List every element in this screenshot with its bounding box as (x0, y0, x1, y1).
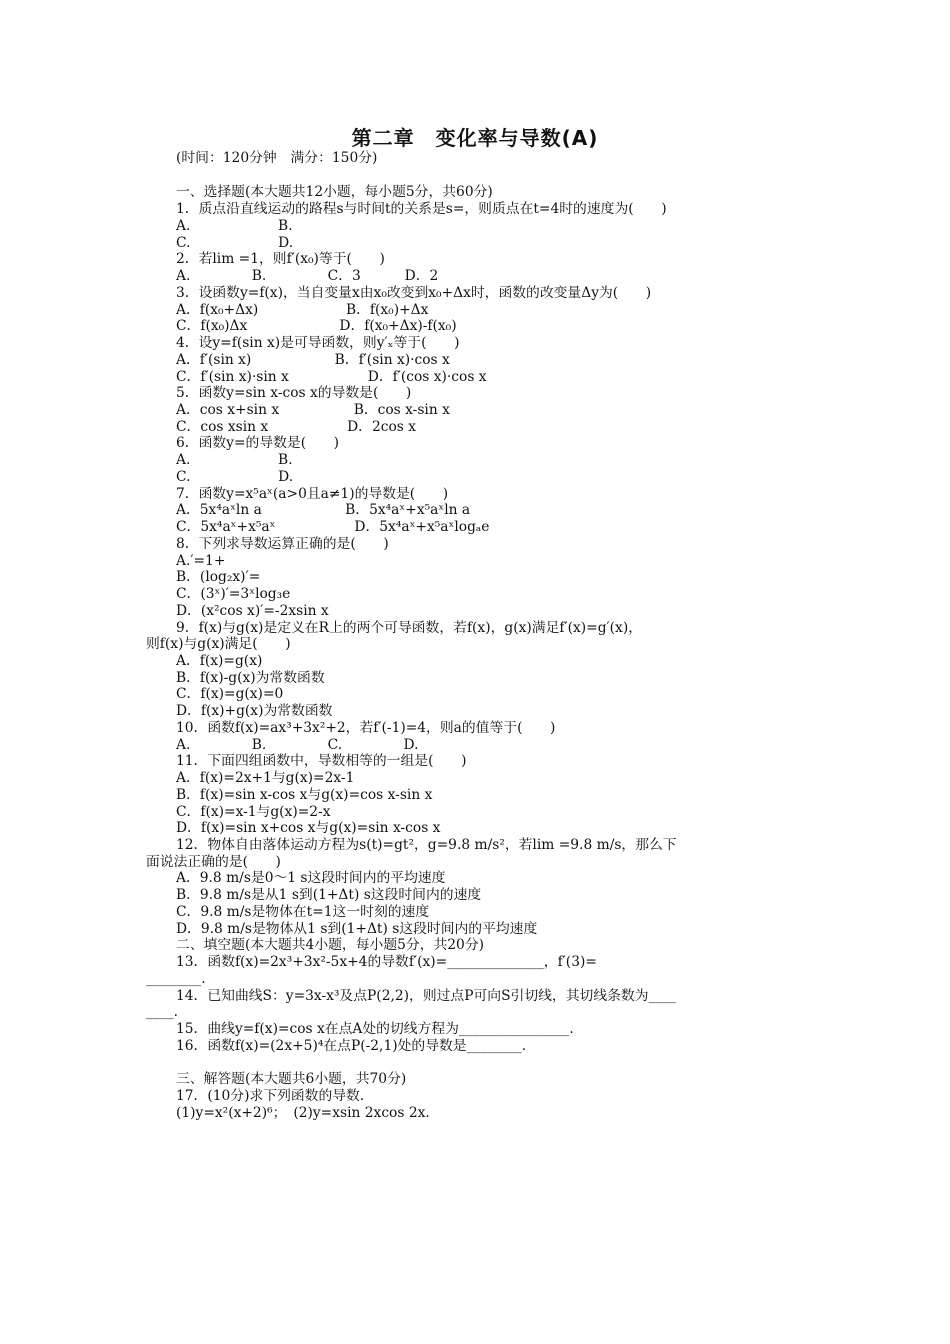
section-heading-choice: 一、选择题(本大题共12小题，每小题5分，共60分) (176, 184, 493, 200)
question-12: 12．物体自由落体运动方程为s(t)=gt²，g=9.8 m/s²，若lim =9.8 m/s，那么下 (176, 837, 677, 853)
question-4-options-ab: A．f′(sin x) B．f′(sin x)·cos x (176, 352, 450, 368)
question-6-options-ab: A. B. (176, 452, 293, 468)
question-6-options-cd: C. D. (176, 469, 294, 485)
question-9-option-a: A．f(x)=g(x) (176, 653, 263, 669)
question-8-option-d: D．(x²cos x)′=-2xsin x (176, 603, 329, 619)
question-11-option-a: A．f(x)=2x+1与g(x)=2x-1 (176, 770, 355, 786)
question-13: 13．函数f(x)=2x³+3x²-5x+4的导数f′(x)=______________，f′(3)= (176, 954, 597, 970)
question-13-continued: ________. (146, 971, 206, 987)
question-11-option-d: D．f(x)=sin x+cos x与g(x)=sin x-cos x (176, 820, 441, 836)
question-17-parts: (1)y=x²(x+2)⁶； (2)y=xsin 2xcos 2x. (176, 1105, 430, 1121)
question-5-options-cd: C．cos xsin x D．2cos x (176, 419, 417, 435)
question-2: 2．若lim =1，则f′(x₀)等于( ) (176, 251, 385, 267)
question-14-continued: ____. (146, 1004, 178, 1020)
question-3-options-ab: A．f(x₀+Δx) B．f(x₀)+Δx (176, 302, 429, 318)
question-7: 7．函数y=x⁵aˣ(a>0且a≠1)的导数是( ) (176, 486, 449, 502)
question-4-options-cd: C．f′(sin x)·sin x D．f′(cos x)·cos x (176, 369, 487, 385)
question-16: 16．函数f(x)=(2x+5)⁴在点P(-2,1)处的导数是________. (176, 1038, 527, 1054)
question-1-options-ab: A. B. (176, 218, 293, 234)
question-2-options: A. B. C．3 D．2 (176, 268, 439, 284)
question-9-option-c: C．f(x)=g(x)=0 (176, 686, 284, 702)
question-9-option-b: B．f(x)-g(x)为常数函数 (176, 670, 325, 686)
question-12-option-d: D．9.8 m/s是物体从1 s到(1+Δt) s这段时间内的平均速度 (176, 921, 538, 937)
question-14: 14．已知曲线S：y=3x-x³及点P(2,2)，则过点P可向S引切线，其切线条数为____ (176, 988, 677, 1004)
question-10: 10．函数f(x)=ax³+3x²+2，若f′(-1)=4，则a的值等于( ) (176, 720, 556, 736)
question-8: 8．下列求导数运算正确的是( ) (176, 536, 389, 552)
question-3-options-cd: C．f(x₀)Δx D．f(x₀+Δx)-f(x₀) (176, 318, 457, 334)
question-3: 3．设函数y=f(x)，当自变量x由x₀改变到x₀+Δx时，函数的改变量Δy为( ) (176, 285, 652, 301)
question-15: 15．曲线y=f(x)=cos x在点A处的切线方程为________________. (176, 1021, 574, 1037)
question-12-option-a: A．9.8 m/s是0～1 s这段时间内的平均速度 (176, 870, 446, 886)
question-12-option-b: B．9.8 m/s是从1 s到(1+Δt) s这段时间内的速度 (176, 887, 482, 903)
exam-info: (时间：120分钟 满分：150分) (176, 150, 378, 166)
question-6: 6．函数y=的导数是( ) (176, 435, 340, 451)
question-11-option-b: B．f(x)=sin x-cos x与g(x)=cos x-sin x (176, 787, 433, 803)
question-1-options-cd: C. D. (176, 235, 294, 251)
question-12-continued: 面说法正确的是( ) (146, 854, 281, 870)
question-7-options-ab: A．5x⁴aˣln a B．5x⁴aˣ+x⁵aˣln a (176, 502, 471, 518)
page-title: 第二章 变化率与导数(A) (351, 126, 599, 150)
section-heading-answer: 三、解答题(本大题共6小题，共70分) (176, 1071, 407, 1087)
question-11-option-c: C．f(x)=x-1与g(x)=2-x (176, 804, 331, 820)
question-9-continued: 则f(x)与g(x)满足( ) (146, 636, 291, 652)
question-9-option-d: D．f(x)+g(x)为常数函数 (176, 703, 333, 719)
question-1: 1．质点沿直线运动的路程s与时间t的关系是s=，则质点在t=4时的速度为( ) (176, 201, 667, 217)
question-8-option-c: C．(3ˣ)′=3ˣlog₃e (176, 586, 291, 602)
question-5-options-ab: A．cos x+sin x B．cos x-sin x (176, 402, 450, 418)
question-8-option-a: A.′=1+ (176, 553, 226, 569)
section-heading-fill: 二、填空题(本大题共4小题，每小题5分，共20分) (176, 937, 485, 953)
question-4: 4．设y=f(sin x)是可导函数，则y′ₓ等于( ) (176, 335, 460, 351)
question-10-options: A. B. C. D. (176, 737, 419, 753)
question-11: 11．下面四组函数中，导数相等的一组是( ) (176, 753, 467, 769)
question-12-option-c: C．9.8 m/s是物体在t=1这一时刻的速度 (176, 904, 430, 920)
question-5: 5．函数y=sin x-cos x的导数是( ) (176, 385, 412, 401)
question-9: 9．f(x)与g(x)是定义在R上的两个可导函数，若f(x)，g(x)满足f′(x)=g′(x)， (176, 620, 643, 636)
question-7-options-cd: C．5x⁴aˣ+x⁵aˣ D．5x⁴aˣ+x⁵aˣlogₐe (176, 519, 490, 535)
question-8-option-b: B．(log₂x)′= (176, 569, 261, 585)
question-17: 17．(10分)求下列函数的导数． (176, 1088, 374, 1104)
